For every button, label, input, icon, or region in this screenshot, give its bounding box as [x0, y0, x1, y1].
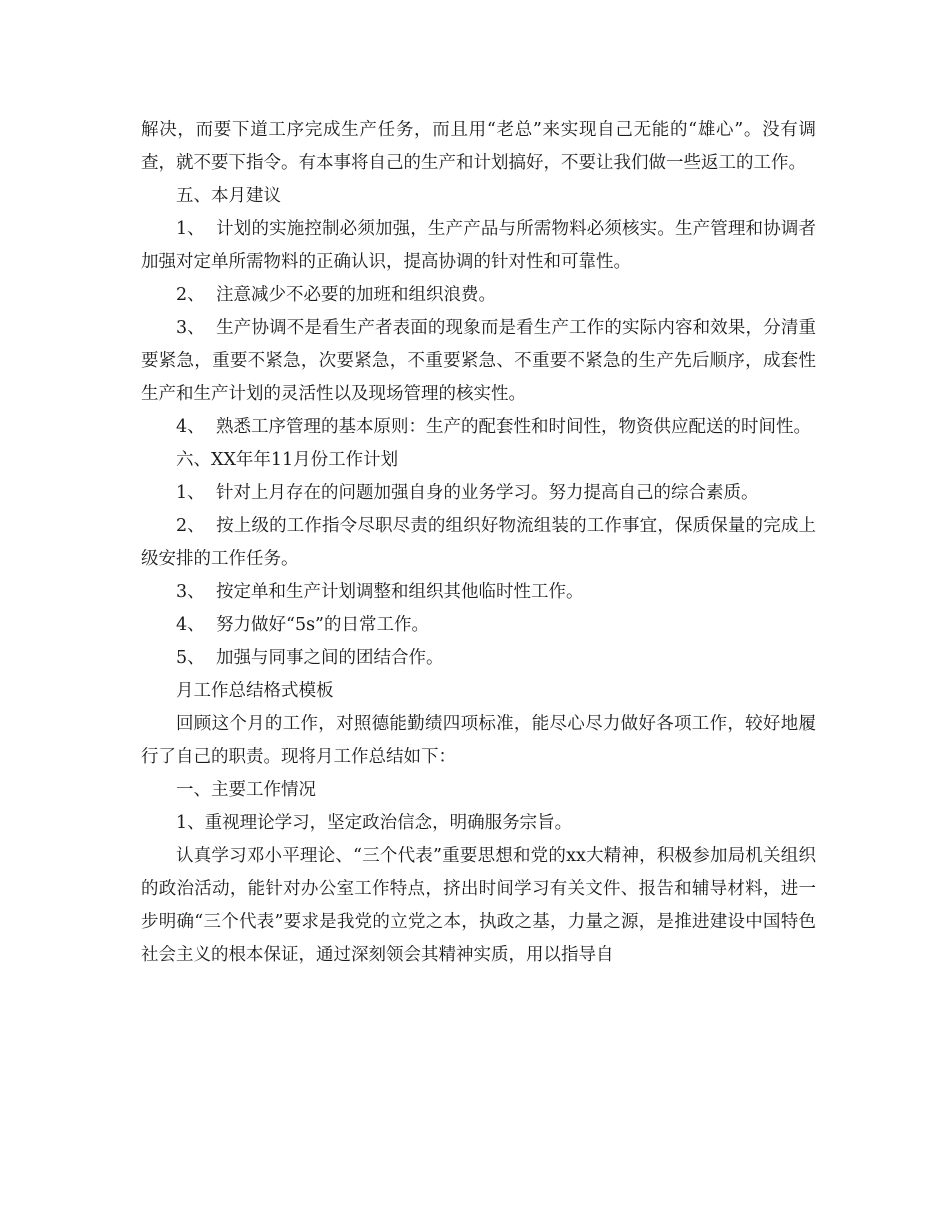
- paragraph-continuation: 解决，而要下道工序完成生产任务，而且用“老总”来实现自己无能的“雄心”。没有调查，就不要下指令。有本事将自己的生产和计划搞好，不要让我们做一些返工的工作。: [141, 120, 816, 173]
- list-item-number: 3、: [176, 582, 205, 602]
- list-item: [141, 279, 816, 312]
- list-item: [141, 642, 816, 675]
- list-item: [141, 609, 816, 642]
- list-item-number: 3、: [176, 318, 205, 338]
- list-item: [141, 477, 816, 510]
- section-heading-suggestions: 五、本月建议: [176, 186, 281, 206]
- list-item-text: 针对上月存在的问题加强自身的业务学习。努力提高自己的综合素质。: [216, 483, 759, 503]
- list-item: [141, 510, 816, 576]
- list-item-number: 4、: [176, 615, 205, 635]
- paragraph: 回顾这个月的工作，对照德能勤绩四项标准，能尽心尽力做好各项工作，较好地履行了自己的职责。现将月工作总结如下：: [141, 714, 816, 767]
- section-title-template: 月工作总结格式模板: [176, 681, 334, 701]
- document-body: [141, 114, 816, 972]
- subsection-heading: 1、重视理论学习，坚定政治信念，明确服务宗旨。: [176, 813, 573, 833]
- paragraph: 认真学习邓小平理论、“三个代表”重要思想和党的xx大精神，积极参加局机关组织的政治活动，能针对办公室工作特点，挤出时间学习有关文件、报告和辅导材料，进一步明确“三个代表”要求是我党的立党之本，执政之基，力量之源，是推进建设中国特色社会主义的根本保证，通过深刻领会其精神实质，用以指导自: [141, 846, 816, 965]
- list-item-text: 努力做好“5s”的日常工作。: [216, 615, 430, 635]
- section-heading-main-work: 一、主要工作情况: [176, 780, 316, 800]
- list-item-text: 熟悉工序管理的基本原则：生产的配套性和时间性，物资供应配送的时间性。: [216, 417, 811, 437]
- list-item-number: 1、: [176, 219, 205, 239]
- list-item-number: 2、: [176, 285, 205, 305]
- list-item-text: 按定单和生产计划调整和组织其他临时性工作。: [216, 582, 584, 602]
- section-heading-plan: 六、XX年年11月份工作计划: [176, 450, 399, 470]
- list-item: [141, 312, 816, 411]
- list-item-number: 2、: [176, 516, 205, 536]
- list-item: [141, 576, 816, 609]
- list-item: [141, 213, 816, 279]
- list-item-text: 加强与同事之间的团结合作。: [216, 648, 444, 668]
- list-item-number: 4、: [176, 417, 205, 437]
- list-item-number: 5、: [176, 648, 205, 668]
- list-item-text: 注意减少不必要的加班和组织浪费。: [216, 285, 496, 305]
- list-item-text: 计划的实施控制必须加强，生产产品与所需物料必须核实。生产管理和协调者加强对定单所需物料的正确认识，提高协调的针对性和可靠性。: [141, 219, 816, 272]
- list-item: [141, 411, 816, 444]
- list-item-text: 按上级的工作指令尽职尽责的组织好物流组装的工作事宜，保质保量的完成上级安排的工作任务。: [141, 516, 816, 569]
- list-item-text: 生产协调不是看生产者表面的现象而是看生产工作的实际内容和效果，分清重要紧急，重要不紧急，次要紧急，不重要紧急、不重要不紧急的生产先后顺序，成套性生产和生产计划的灵活性以及现场管理的核实性。: [141, 318, 816, 404]
- list-item-number: 1、: [176, 483, 205, 503]
